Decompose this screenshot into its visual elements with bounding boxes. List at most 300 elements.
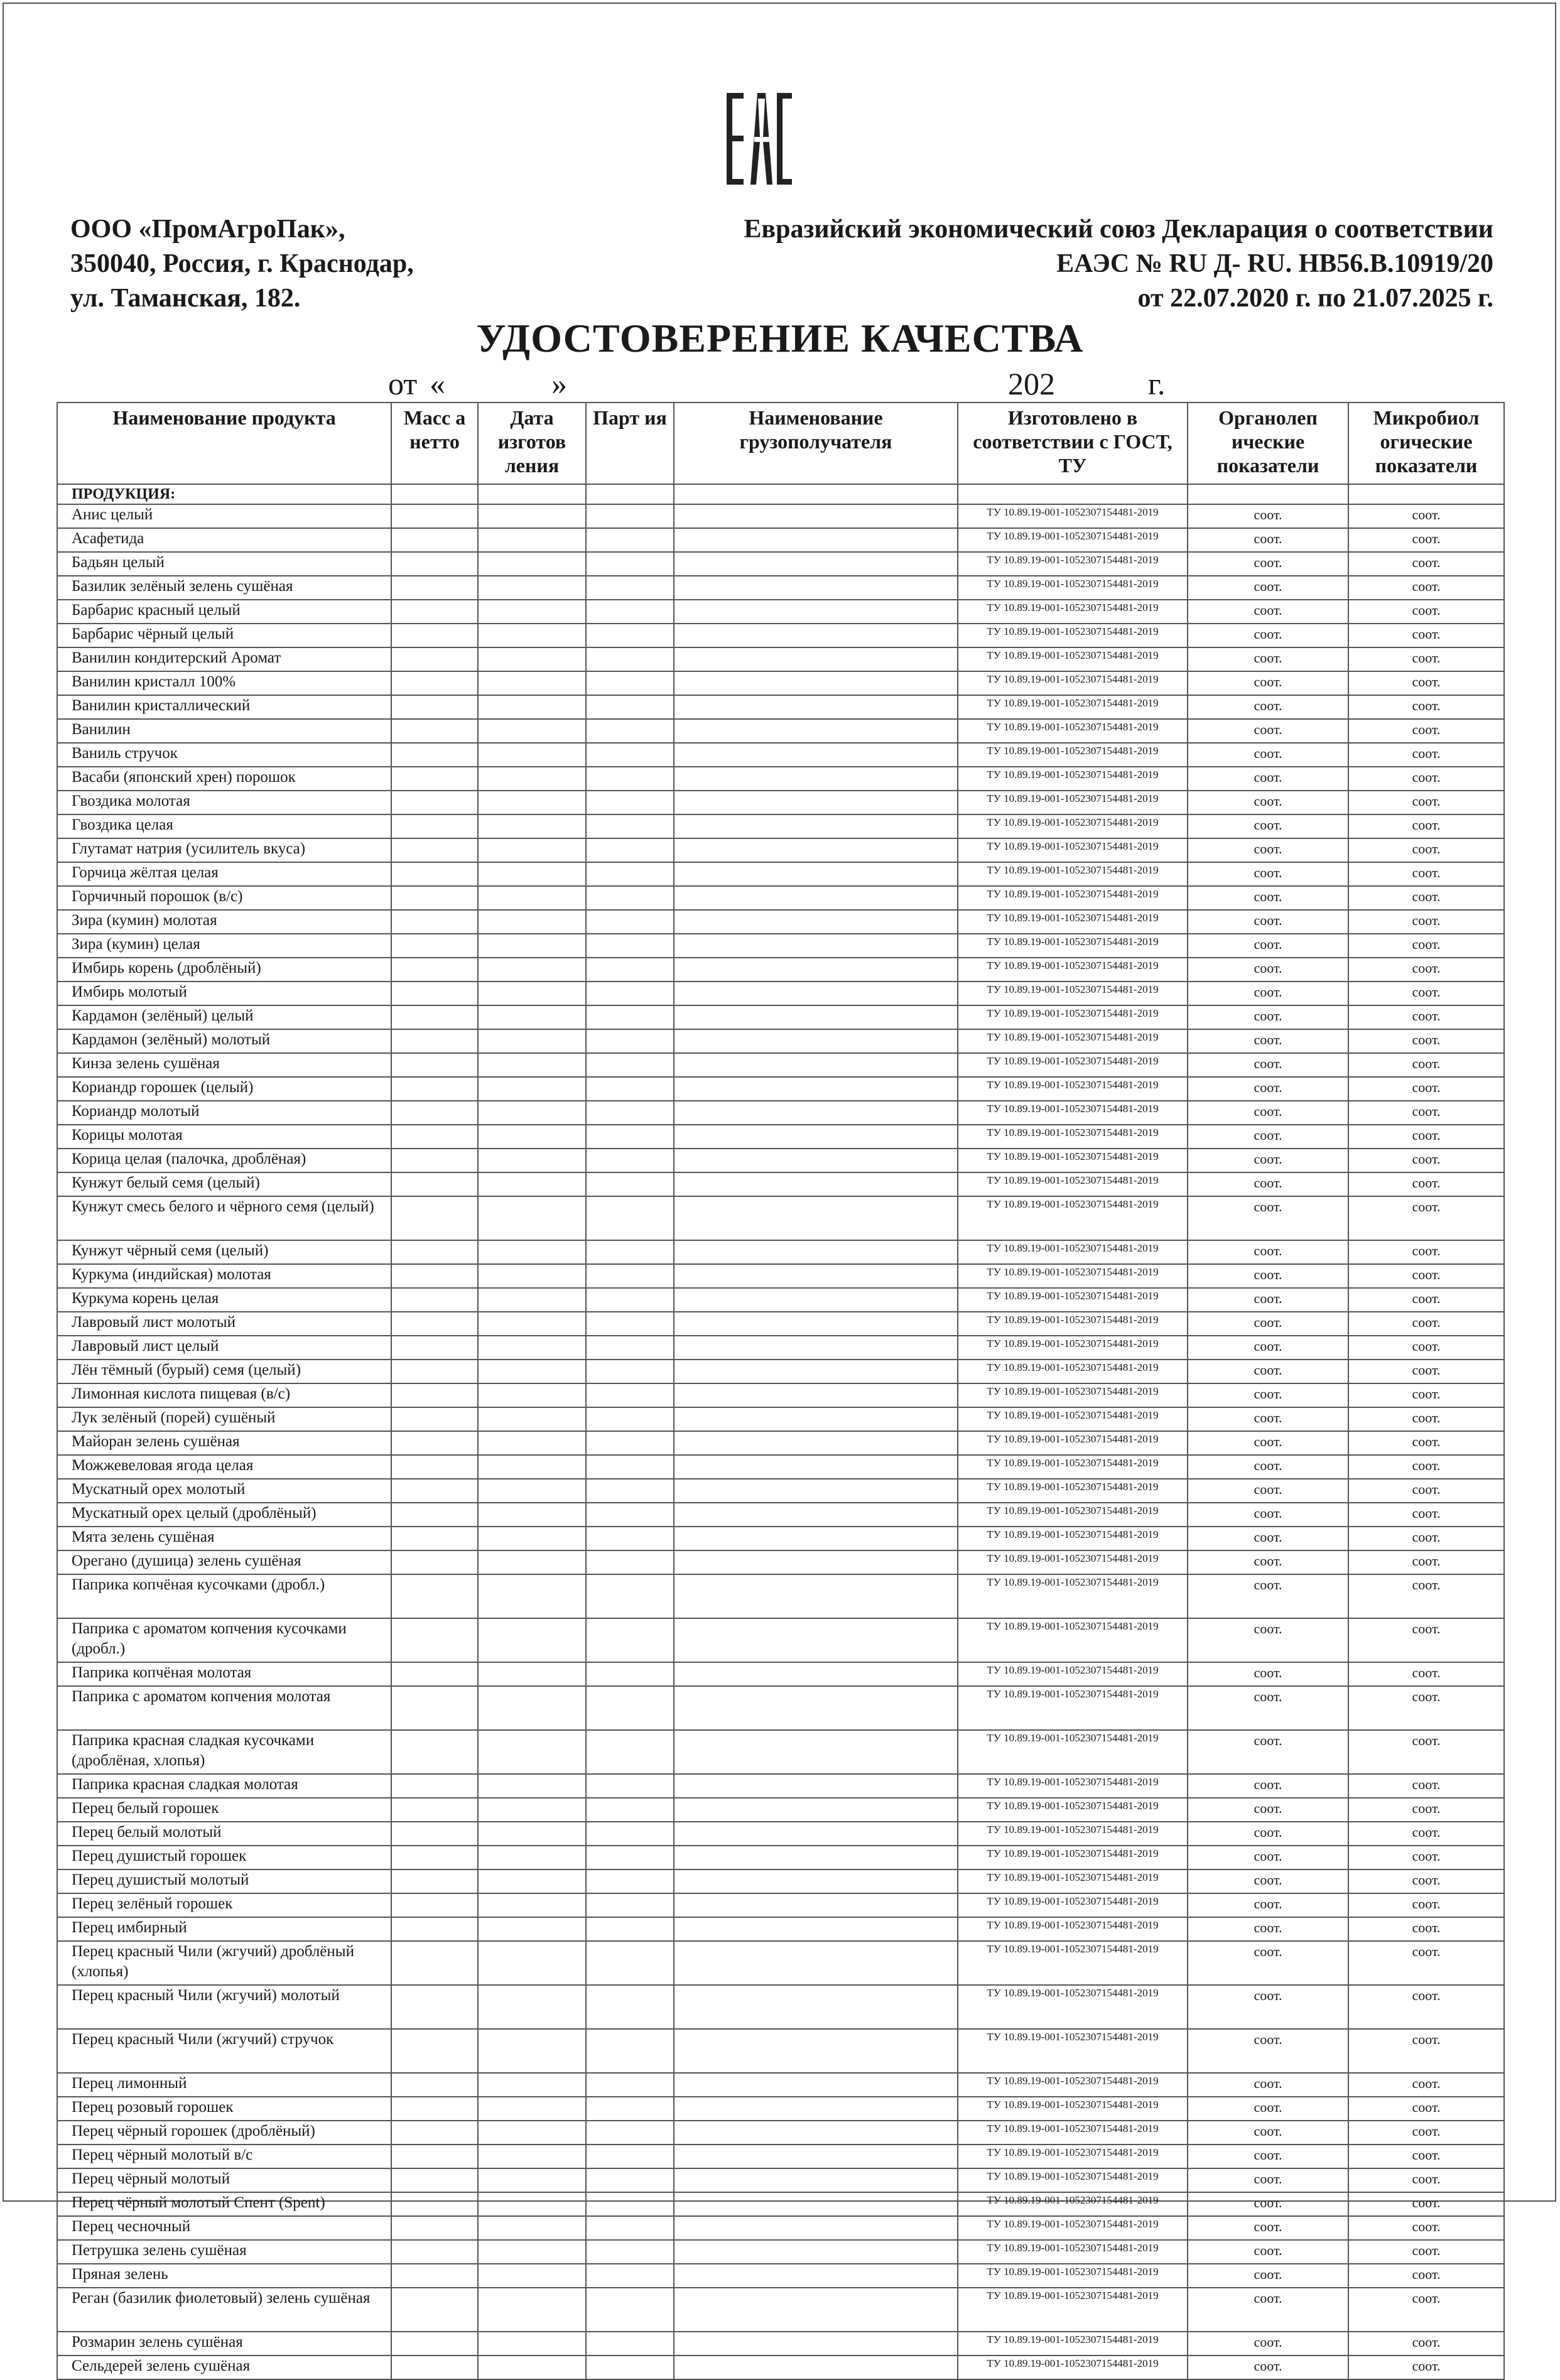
- standard-cell: ТУ 10.89.19-001-1052307154481-2019: [958, 2073, 1188, 2097]
- standard-cell: ТУ 10.89.19-001-1052307154481-2019: [958, 1574, 1188, 1618]
- organoleptic-cell: соот.: [1188, 1618, 1348, 1662]
- microbiological-cell: соот.: [1348, 2332, 1504, 2356]
- standard-cell: ТУ 10.89.19-001-1052307154481-2019: [958, 1662, 1188, 1686]
- production-date-cell: [478, 1479, 586, 1503]
- standard-cell: ТУ 10.89.19-001-1052307154481-2019: [958, 862, 1188, 886]
- table-row: [57, 1846, 1504, 1869]
- batch-cell: [586, 1686, 674, 1730]
- document-title: УДОСТОВЕРЕНИЕ КАЧЕСТВА: [476, 316, 1084, 360]
- production-date-cell: [478, 1893, 586, 1917]
- microbiological-cell: соот.: [1348, 1149, 1504, 1172]
- production-date-cell: [478, 1455, 586, 1479]
- quality-table: [57, 402, 1505, 2380]
- standard-cell: ТУ 10.89.19-001-1052307154481-2019: [958, 2192, 1188, 2216]
- batch-cell: [586, 1383, 674, 1407]
- column-header: Изготовлено в соответствии с ГОСТ, ТУ: [958, 403, 1188, 484]
- consignee-cell: [674, 2192, 958, 2216]
- production-date-cell: [478, 743, 586, 767]
- microbiological-cell: соот.: [1348, 2097, 1504, 2121]
- product-name: Паприка с ароматом копчения молотая: [57, 1686, 391, 1730]
- consignee-cell: [674, 1288, 958, 1312]
- production-date-cell: [478, 910, 586, 934]
- microbiological-cell: соот.: [1348, 528, 1504, 552]
- organoleptic-cell: соот.: [1188, 719, 1348, 743]
- product-name: Перец розовый горошек: [57, 2097, 391, 2121]
- production-date-cell: [478, 1383, 586, 1407]
- consignee-cell: [674, 504, 958, 528]
- production-date-cell: [478, 552, 586, 576]
- production-date-cell: [478, 1053, 586, 1077]
- production-date-cell: [478, 838, 586, 862]
- batch-cell: [586, 1240, 674, 1264]
- table-row: [57, 1527, 1504, 1550]
- microbiological-cell: соот.: [1348, 647, 1504, 671]
- production-date-cell: [478, 2073, 586, 2097]
- eac-logo: [727, 93, 792, 185]
- batch-cell: [586, 1288, 674, 1312]
- mass-cell: [391, 1240, 478, 1264]
- production-date-cell: [478, 2145, 586, 2168]
- table-row: [57, 576, 1504, 600]
- product-name: Зира (кумин) целая: [57, 934, 391, 958]
- table-body: [57, 484, 1504, 2379]
- standard-cell: ТУ 10.89.19-001-1052307154481-2019: [958, 504, 1188, 528]
- product-name: Лён тёмный (бурый) семя (целый): [57, 1360, 391, 1383]
- microbiological-cell: соот.: [1348, 1527, 1504, 1550]
- production-date-cell: [478, 2216, 586, 2240]
- table-row: [57, 1550, 1504, 1574]
- microbiological-cell: соот.: [1348, 1431, 1504, 1455]
- consignee-cell: [674, 1730, 958, 1774]
- date-close-quote: »: [551, 366, 567, 401]
- production-date-cell: [478, 2168, 586, 2192]
- organoleptic-cell: соот.: [1188, 1053, 1348, 1077]
- company-line: 350040, Россия, г. Краснодар,: [70, 249, 414, 278]
- consignee-cell: [674, 1196, 958, 1240]
- organoleptic-cell: соот.: [1188, 1407, 1348, 1431]
- consignee-cell: [674, 767, 958, 791]
- mass-cell: [391, 1479, 478, 1503]
- batch-cell: [586, 1360, 674, 1383]
- microbiological-cell: соот.: [1348, 719, 1504, 743]
- standard-cell: ТУ 10.89.19-001-1052307154481-2019: [958, 1479, 1188, 1503]
- declaration-line: Евразийский экономический союз Декларация о соответствии: [744, 215, 1493, 244]
- consignee-cell: [674, 2097, 958, 2121]
- table-row: [57, 552, 1504, 576]
- product-name: Паприка копчёная кусочками (дробл.): [57, 1574, 391, 1618]
- consignee-cell: [674, 1455, 958, 1479]
- microbiological-cell: соот.: [1348, 1172, 1504, 1196]
- product-name: Бадьян целый: [57, 552, 391, 576]
- mass-cell: [391, 719, 478, 743]
- organoleptic-cell: соот.: [1188, 791, 1348, 814]
- mass-cell: [391, 1196, 478, 1240]
- microbiological-cell: соот.: [1348, 1005, 1504, 1029]
- table-row: [57, 1730, 1504, 1774]
- mass-cell: [391, 504, 478, 528]
- mass-cell: [391, 1550, 478, 1574]
- product-name: Мускатный орех молотый: [57, 1479, 391, 1503]
- mass-cell: [391, 1893, 478, 1917]
- product-name: Майоран зелень сушёная: [57, 1431, 391, 1455]
- organoleptic-cell: соот.: [1188, 982, 1348, 1005]
- microbiological-cell: соот.: [1348, 1503, 1504, 1527]
- mass-cell: [391, 1798, 478, 1822]
- production-date-cell: [478, 1125, 586, 1149]
- organoleptic-cell: соот.: [1188, 1264, 1348, 1288]
- table-row: [57, 1383, 1504, 1407]
- batch-cell: [586, 1662, 674, 1686]
- production-date-cell: [478, 1288, 586, 1312]
- production-date-cell: [478, 624, 586, 647]
- microbiological-cell: соот.: [1348, 2168, 1504, 2192]
- consignee-cell: [674, 2264, 958, 2288]
- organoleptic-cell: соот.: [1188, 2121, 1348, 2145]
- organoleptic-cell: соот.: [1188, 2356, 1348, 2379]
- product-name: Перец зелёный горошек: [57, 1893, 391, 1917]
- batch-cell: [586, 1846, 674, 1869]
- consignee-cell: [674, 2332, 958, 2356]
- standard-cell: ТУ 10.89.19-001-1052307154481-2019: [958, 1618, 1188, 1662]
- consignee-cell: [674, 982, 958, 1005]
- microbiological-cell: соот.: [1348, 767, 1504, 791]
- organoleptic-cell: соот.: [1188, 1917, 1348, 1941]
- mass-cell: [391, 624, 478, 647]
- production-date-cell: [478, 886, 586, 910]
- organoleptic-cell: соот.: [1188, 1822, 1348, 1846]
- product-name: Васаби (японский хрен) порошок: [57, 767, 391, 791]
- microbiological-cell: соот.: [1348, 1846, 1504, 1869]
- product-name: Перец чесночный: [57, 2216, 391, 2240]
- table-row: [57, 1264, 1504, 1288]
- microbiological-cell: соот.: [1348, 504, 1504, 528]
- standard-cell: ТУ 10.89.19-001-1052307154481-2019: [958, 2029, 1188, 2073]
- organoleptic-cell: соот.: [1188, 1101, 1348, 1125]
- mass-cell: [391, 814, 478, 838]
- batch-cell: [586, 982, 674, 1005]
- microbiological-cell: соот.: [1348, 1574, 1504, 1618]
- production-date-cell: [478, 934, 586, 958]
- table-row: [57, 1077, 1504, 1101]
- consignee-cell: [674, 1479, 958, 1503]
- batch-cell: [586, 695, 674, 719]
- production-date-cell: [478, 1527, 586, 1550]
- production-date-cell: [478, 1029, 586, 1053]
- production-date-cell: [478, 1172, 586, 1196]
- product-name: Кардамон (зелёный) молотый: [57, 1029, 391, 1053]
- microbiological-cell: соот.: [1348, 1029, 1504, 1053]
- microbiological-cell: соот.: [1348, 1312, 1504, 1336]
- organoleptic-cell: соот.: [1188, 1125, 1348, 1149]
- organoleptic-cell: соот.: [1188, 1846, 1348, 1869]
- production-date-cell: [478, 1077, 586, 1101]
- consignee-cell: [674, 910, 958, 934]
- microbiological-cell: соот.: [1348, 1125, 1504, 1149]
- declaration-line: от 22.07.2020 г. по 21.07.2025 г.: [1137, 284, 1493, 313]
- organoleptic-cell: соот.: [1188, 743, 1348, 767]
- product-name: Ваниль стручок: [57, 743, 391, 767]
- consignee-cell: [674, 1336, 958, 1360]
- standard-cell: ТУ 10.89.19-001-1052307154481-2019: [958, 767, 1188, 791]
- production-date-cell: [478, 1264, 586, 1288]
- table-row: [57, 1455, 1504, 1479]
- table-header-row: [57, 403, 1504, 484]
- organoleptic-cell: соот.: [1188, 624, 1348, 647]
- product-name: Барбарис чёрный целый: [57, 624, 391, 647]
- batch-cell: [586, 552, 674, 576]
- microbiological-cell: соот.: [1348, 1774, 1504, 1798]
- section-label: ПРОДУКЦИЯ:: [57, 484, 391, 504]
- product-name: Перец красный Чили (жгучий) стручок: [57, 2029, 391, 2073]
- table-row: [57, 2029, 1504, 2073]
- table-row: [57, 1985, 1504, 2029]
- consignee-cell: [674, 1101, 958, 1125]
- standard-cell: ТУ 10.89.19-001-1052307154481-2019: [958, 1527, 1188, 1550]
- table-row: [57, 1941, 1504, 1985]
- standard-cell: ТУ 10.89.19-001-1052307154481-2019: [958, 1985, 1188, 2029]
- consignee-cell: [674, 1574, 958, 1618]
- organoleptic-cell: соот.: [1188, 552, 1348, 576]
- product-name: Можжевеловая ягода целая: [57, 1455, 391, 1479]
- company-address: [70, 212, 585, 316]
- date-line: [0, 363, 1560, 402]
- standard-cell: ТУ 10.89.19-001-1052307154481-2019: [958, 1101, 1188, 1125]
- table-row: [57, 1029, 1504, 1053]
- batch-cell: [586, 1053, 674, 1077]
- standard-cell: ТУ 10.89.19-001-1052307154481-2019: [958, 886, 1188, 910]
- standard-cell: ТУ 10.89.19-001-1052307154481-2019: [958, 1240, 1188, 1264]
- standard-cell: ТУ 10.89.19-001-1052307154481-2019: [958, 2240, 1188, 2264]
- table-row: [57, 2332, 1504, 2356]
- batch-cell: [586, 1822, 674, 1846]
- mass-cell: [391, 2240, 478, 2264]
- section-row: [57, 484, 1504, 504]
- consignee-cell: [674, 2288, 958, 2332]
- mass-cell: [391, 2288, 478, 2332]
- mass-cell: [391, 958, 478, 982]
- product-name: Лавровый лист целый: [57, 1336, 391, 1360]
- microbiological-cell: соот.: [1348, 958, 1504, 982]
- organoleptic-cell: соот.: [1188, 1172, 1348, 1196]
- product-name: Кардамон (зелёный) целый: [57, 1005, 391, 1029]
- production-date-cell: [478, 1618, 586, 1662]
- mass-cell: [391, 934, 478, 958]
- table-row: [57, 1196, 1504, 1240]
- production-date-cell: [478, 1917, 586, 1941]
- consignee-cell: [674, 1407, 958, 1431]
- standard-cell: ТУ 10.89.19-001-1052307154481-2019: [958, 1005, 1188, 1029]
- production-date-cell: [478, 1196, 586, 1240]
- mass-cell: [391, 528, 478, 552]
- microbiological-cell: соот.: [1348, 1455, 1504, 1479]
- table-row: [57, 934, 1504, 958]
- table-row: [57, 982, 1504, 1005]
- mass-cell: [391, 1527, 478, 1550]
- batch-cell: [586, 1798, 674, 1822]
- date-year: 202: [1008, 366, 1055, 401]
- standard-cell: ТУ 10.89.19-001-1052307154481-2019: [958, 1455, 1188, 1479]
- product-name: Розмарин зелень сушёная: [57, 2332, 391, 2356]
- product-name: Паприка красная сладкая кусочками (дроблёная, хлопья): [57, 1730, 391, 1774]
- product-name: Перец чёрный молотый: [57, 2168, 391, 2192]
- microbiological-cell: соот.: [1348, 886, 1504, 910]
- organoleptic-cell: соот.: [1188, 958, 1348, 982]
- consignee-cell: [674, 2121, 958, 2145]
- microbiological-cell: соот.: [1348, 671, 1504, 695]
- table-row: [57, 743, 1504, 767]
- mass-cell: [391, 1312, 478, 1336]
- product-name: Лавровый лист молотый: [57, 1312, 391, 1336]
- microbiological-cell: соот.: [1348, 1240, 1504, 1264]
- mass-cell: [391, 576, 478, 600]
- organoleptic-cell: соот.: [1188, 2097, 1348, 2121]
- table-row: [57, 2168, 1504, 2192]
- production-date-cell: [478, 1774, 586, 1798]
- standard-cell: ТУ 10.89.19-001-1052307154481-2019: [958, 2121, 1188, 2145]
- mass-cell: [391, 1730, 478, 1774]
- column-header: Наименование продукта: [57, 403, 391, 484]
- consignee-cell: [674, 1431, 958, 1455]
- microbiological-cell: соот.: [1348, 1893, 1504, 1917]
- batch-cell: [586, 1893, 674, 1917]
- standard-cell: ТУ 10.89.19-001-1052307154481-2019: [958, 1029, 1188, 1053]
- organoleptic-cell: соот.: [1188, 1005, 1348, 1029]
- table-row: [57, 1774, 1504, 1798]
- microbiological-cell: соот.: [1348, 1869, 1504, 1893]
- batch-cell: [586, 1527, 674, 1550]
- standard-cell: ТУ 10.89.19-001-1052307154481-2019: [958, 528, 1188, 552]
- product-name: Корица целая (палочка, дроблёная): [57, 1149, 391, 1172]
- production-date-cell: [478, 1869, 586, 1893]
- production-date-cell: [478, 1730, 586, 1774]
- production-date-cell: [478, 1941, 586, 1985]
- organoleptic-cell: соот.: [1188, 1662, 1348, 1686]
- organoleptic-cell: соот.: [1188, 647, 1348, 671]
- batch-cell: [586, 1941, 674, 1985]
- organoleptic-cell: соот.: [1188, 2332, 1348, 2356]
- microbiological-cell: соот.: [1348, 2192, 1504, 2216]
- organoleptic-cell: соот.: [1188, 576, 1348, 600]
- microbiological-cell: соот.: [1348, 1798, 1504, 1822]
- production-date-cell: [478, 767, 586, 791]
- microbiological-cell: соот.: [1348, 934, 1504, 958]
- consignee-cell: [674, 1005, 958, 1029]
- product-name: Кунжут чёрный семя (целый): [57, 1240, 391, 1264]
- product-name: Куркума (индийская) молотая: [57, 1264, 391, 1288]
- standard-cell: ТУ 10.89.19-001-1052307154481-2019: [958, 1336, 1188, 1360]
- standard-cell: ТУ 10.89.19-001-1052307154481-2019: [958, 647, 1188, 671]
- product-name: Зира (кумин) молотая: [57, 910, 391, 934]
- batch-cell: [586, 2264, 674, 2288]
- column-header: Парт ия: [586, 403, 674, 484]
- consignee-cell: [674, 1264, 958, 1288]
- consignee-cell: [674, 838, 958, 862]
- consignee-cell: [674, 1077, 958, 1101]
- table-row: [57, 2145, 1504, 2168]
- mass-cell: [391, 1455, 478, 1479]
- mass-cell: [391, 1574, 478, 1618]
- product-name: Перец белый горошек: [57, 1798, 391, 1822]
- consignee-cell: [674, 1774, 958, 1798]
- microbiological-cell: соот.: [1348, 1479, 1504, 1503]
- product-name: Мускатный орех целый (дроблёный): [57, 1503, 391, 1527]
- organoleptic-cell: соот.: [1188, 1360, 1348, 1383]
- consignee-cell: [674, 1240, 958, 1264]
- organoleptic-cell: соот.: [1188, 814, 1348, 838]
- organoleptic-cell: соот.: [1188, 1941, 1348, 1985]
- mass-cell: [391, 2216, 478, 2240]
- mass-cell: [391, 2332, 478, 2356]
- product-name: Ванилин кристаллический: [57, 695, 391, 719]
- consignee-cell: [674, 671, 958, 695]
- standard-cell: ТУ 10.89.19-001-1052307154481-2019: [958, 1125, 1188, 1149]
- organoleptic-cell: соот.: [1188, 934, 1348, 958]
- microbiological-cell: соот.: [1348, 2240, 1504, 2264]
- batch-cell: [586, 671, 674, 695]
- microbiological-cell: соот.: [1348, 1077, 1504, 1101]
- batch-cell: [586, 1125, 674, 1149]
- mass-cell: [391, 767, 478, 791]
- organoleptic-cell: соот.: [1188, 1288, 1348, 1312]
- organoleptic-cell: соот.: [1188, 1240, 1348, 1264]
- consignee-cell: [674, 1053, 958, 1077]
- mass-cell: [391, 1431, 478, 1455]
- consignee-cell: [674, 2029, 958, 2073]
- organoleptic-cell: соот.: [1188, 1336, 1348, 1360]
- standard-cell: ТУ 10.89.19-001-1052307154481-2019: [958, 576, 1188, 600]
- mass-cell: [391, 2264, 478, 2288]
- table-row: [57, 1240, 1504, 1264]
- batch-cell: [586, 862, 674, 886]
- product-name: Гвоздика молотая: [57, 791, 391, 814]
- production-date-cell: [478, 2356, 586, 2379]
- product-name: Лук зелёный (порей) сушёный: [57, 1407, 391, 1431]
- standard-cell: ТУ 10.89.19-001-1052307154481-2019: [958, 1383, 1188, 1407]
- table-row: [57, 504, 1504, 528]
- microbiological-cell: соот.: [1348, 1917, 1504, 1941]
- product-name: Петрушка зелень сушёная: [57, 2240, 391, 2264]
- consignee-cell: [674, 1686, 958, 1730]
- standard-cell: ТУ 10.89.19-001-1052307154481-2019: [958, 719, 1188, 743]
- batch-cell: [586, 600, 674, 624]
- microbiological-cell: соот.: [1348, 1550, 1504, 1574]
- column-header: Микробиол огические показатели: [1348, 403, 1504, 484]
- production-date-cell: [478, 1360, 586, 1383]
- table-row: [57, 1407, 1504, 1431]
- organoleptic-cell: соот.: [1188, 2168, 1348, 2192]
- product-name: Реган (базилик фиолетовый) зелень сушёная: [57, 2288, 391, 2332]
- table-row: [57, 2097, 1504, 2121]
- organoleptic-cell: соот.: [1188, 1196, 1348, 1240]
- batch-cell: [586, 1455, 674, 1479]
- organoleptic-cell: соот.: [1188, 2073, 1348, 2097]
- consignee-cell: [674, 2168, 958, 2192]
- standard-cell: ТУ 10.89.19-001-1052307154481-2019: [958, 1264, 1188, 1288]
- consignee-cell: [674, 1029, 958, 1053]
- organoleptic-cell: соот.: [1188, 1730, 1348, 1774]
- batch-cell: [586, 1196, 674, 1240]
- consignee-cell: [674, 1503, 958, 1527]
- organoleptic-cell: соот.: [1188, 2240, 1348, 2264]
- mass-cell: [391, 1686, 478, 1730]
- mass-cell: [391, 1101, 478, 1125]
- mass-cell: [391, 1360, 478, 1383]
- product-name: Перец лимонный: [57, 2073, 391, 2097]
- production-date-cell: [478, 1336, 586, 1360]
- standard-cell: ТУ 10.89.19-001-1052307154481-2019: [958, 910, 1188, 934]
- production-date-cell: [478, 1503, 586, 1527]
- standard-cell: ТУ 10.89.19-001-1052307154481-2019: [958, 1917, 1188, 1941]
